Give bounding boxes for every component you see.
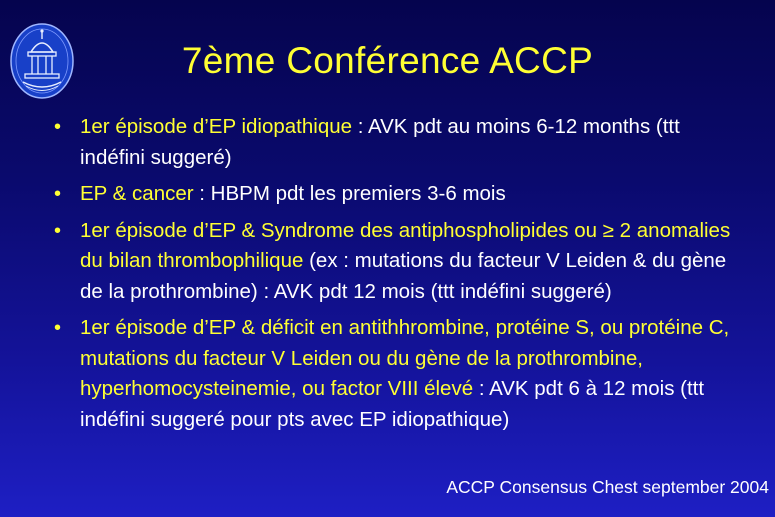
bullet-text: (ex : mutations du facteur V Leiden & du gène de la prothrombine) : AVK pdt 12 mois (ttt indéfini suggeré) bbox=[80, 249, 727, 303]
bullet-text: : AVK pdt au moins 6-12 months (ttt indéfini suggeré) bbox=[80, 115, 680, 169]
bullet-highlight: EP & cancer bbox=[80, 182, 194, 205]
bullet-item bbox=[54, 179, 744, 210]
bullet-item bbox=[54, 313, 744, 435]
bullet-text: : HBPM pdt les premiers 3-6 mois bbox=[193, 182, 506, 205]
bullet-highlight: 1er épisode d’EP idiopathique bbox=[80, 115, 353, 138]
bullet-list bbox=[54, 112, 744, 441]
bullet-highlight: 1er épisode d’EP & Syndrome des antiphospholipides ou ≥ 2 anomalies du bilan thrombophilique bbox=[80, 218, 731, 272]
bullet-marker: • bbox=[54, 317, 62, 339]
bullet-highlight: 1er épisode d’EP & déficit en antithhrombine, protéine S, ou protéine C, mutations du facteur V Leiden ou du gène de la prothrombine, hyperhomocysteinemie, ou factor VIII élevé bbox=[80, 316, 730, 400]
bullet-marker: • bbox=[54, 183, 62, 205]
bullet-marker: • bbox=[54, 219, 62, 242]
slide-title: 7ème Conférence ACCP bbox=[181, 40, 594, 81]
source-citation: ACCP Consensus Chest september 2004 bbox=[446, 477, 769, 497]
bullet-item bbox=[54, 216, 744, 308]
bullet-marker: • bbox=[54, 116, 62, 138]
bullet-text: : AVK pdt 6 à 12 mois (ttt indéfini suggeré pour pts avec EP idiopathique) bbox=[80, 377, 705, 431]
bullet-item bbox=[54, 112, 744, 173]
